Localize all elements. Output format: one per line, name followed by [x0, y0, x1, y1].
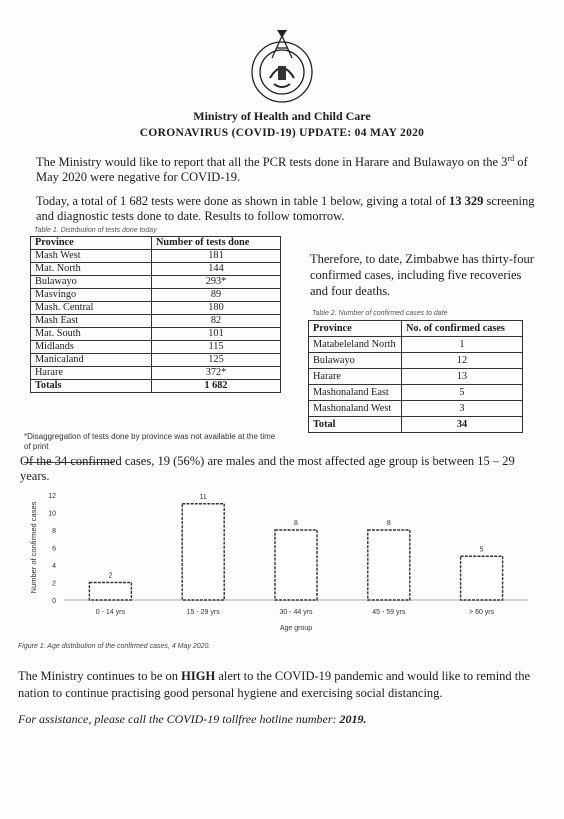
y-tick-label: 12	[48, 493, 56, 500]
x-tick-label: 0 - 14 yrs	[95, 609, 125, 616]
x-axis-label: Age group	[279, 625, 313, 632]
table2-header-cases: No. of confirmed cases	[402, 321, 523, 337]
intro-p2-text-b: screening and diagnostic tests done to date. Results to follow tomorrow.	[36, 194, 535, 223]
alert-text-b: alert to the COVID-19 pandemic and would like to remind the nation to continue practising good personal hygiene and exercising social distancing.	[18, 669, 531, 700]
confirmed-cases-table	[308, 320, 523, 433]
table2-cell-province: Bulawayo	[309, 353, 402, 369]
ministry-emblem	[236, 28, 328, 108]
bar	[461, 556, 503, 600]
table1-cell-province: Mash West	[31, 250, 152, 263]
table-row	[31, 315, 281, 328]
table-row	[309, 337, 523, 353]
table-row	[31, 263, 281, 276]
x-tick-label: 45 - 59 yrs	[372, 609, 406, 616]
table2-cell-province: Harare	[309, 369, 402, 385]
table1-header-tests: Number of tests done	[152, 237, 281, 250]
table-row	[309, 369, 523, 385]
table-row	[31, 302, 281, 315]
table-row	[31, 276, 281, 289]
update-title: CORONAVIRUS (COVID-19) UPDATE: 04 MAY 2020	[139, 127, 425, 139]
tests-table	[30, 236, 281, 393]
table1-cell-tests: 115	[152, 341, 281, 354]
table-row	[309, 385, 523, 401]
x-tick-label: 30 - 44 yrs	[279, 609, 313, 616]
bar-data-label: 8	[386, 520, 391, 527]
bar-data-label: 5	[479, 546, 484, 554]
table-row	[31, 341, 281, 354]
table1-cell-tests: 180	[152, 302, 281, 315]
assistance-line	[18, 712, 548, 727]
y-axis-label: Number of confirmed cases	[29, 501, 38, 594]
bar-data-label: 2	[108, 572, 113, 580]
figure-caption: Figure 1. Age distribution of the confirmed cases, 4 May 2020.	[18, 643, 211, 650]
alert-level: HIGH	[181, 669, 216, 683]
table1-cell-tests: 293*	[152, 276, 281, 289]
table-row	[31, 328, 281, 341]
table1-cell-tests: 89	[152, 289, 281, 302]
table2-cell-province: Mashonaland East	[309, 385, 402, 401]
table2-cell-cases: 12	[402, 353, 523, 369]
table2-cell-cases: 1	[402, 337, 523, 353]
table2-wrapper	[308, 320, 523, 433]
bar	[368, 530, 410, 600]
table1-cell-province: Masvingo	[31, 289, 152, 302]
intro-p1-text-b: of May 2020 were negative for COVID-19.	[36, 155, 528, 185]
table1-cell-tests: 101	[152, 328, 281, 341]
bar	[182, 504, 224, 600]
table-row	[31, 250, 281, 263]
table2-header-row	[309, 321, 523, 337]
y-tick-label: 0	[52, 598, 56, 605]
bar	[275, 530, 317, 600]
table1-total-row	[31, 380, 281, 393]
table2-cell-province: Mashonaland West	[309, 401, 402, 417]
x-tick-label: 15 - 29 yrs	[186, 609, 220, 616]
table1-cell-tests: 372*	[152, 367, 281, 380]
bar	[89, 583, 131, 601]
assistance-text: For assistance, please call the COVID-19 tollfree hotline number:	[18, 712, 340, 726]
table1-total-label: Totals	[31, 380, 152, 393]
table1-caption: Table 1. Distribution of tests done today	[34, 227, 157, 234]
table1-cell-tests: 125	[152, 354, 281, 367]
y-tick-label: 10	[48, 510, 56, 518]
table1-header-province: Province	[31, 237, 152, 250]
alert-paragraph	[18, 668, 548, 702]
y-tick-label: 2	[52, 580, 56, 588]
table1-cell-province: Mash. Central	[31, 302, 152, 315]
table2-cell-cases: 3	[402, 401, 523, 417]
table-row	[309, 353, 523, 369]
hotline-number: 2019.	[339, 712, 367, 726]
table2-cell-cases: 5	[402, 385, 523, 401]
ministry-title: Ministry of Health and Child Care	[193, 109, 371, 123]
bar-data-label: 8	[294, 520, 298, 527]
table2-cell-province: Matabeleland North	[309, 337, 402, 353]
table2-total-row	[309, 417, 523, 433]
table1-header-row	[31, 237, 281, 250]
age-distribution-chart	[28, 485, 538, 635]
y-tick-label: 4	[52, 563, 56, 570]
cases-summary: Of the 34 confirmed cases, 19 (56%) are males and the most affected age group is between 15 – 29 years.	[20, 454, 515, 483]
table-row	[31, 354, 281, 367]
x-tick-label: > 60 yrs	[469, 609, 495, 616]
alert-text-a: The Ministry continues to be on	[18, 669, 182, 683]
table1-cell-tests: 82	[152, 315, 281, 328]
table1-cell-province: Bulawayo	[31, 276, 152, 289]
table1-wrapper	[30, 236, 281, 393]
y-tick-label: 6	[52, 545, 56, 553]
intro-paragraph-2	[36, 194, 536, 224]
table1-total-value: 1 682	[152, 380, 281, 393]
table1-cell-province: Mat. South	[31, 328, 152, 341]
chart-svg	[28, 485, 538, 635]
intro-paragraph-1	[36, 151, 536, 185]
table1-cell-tests: 144	[152, 263, 281, 276]
table2-header-province: Province	[309, 321, 402, 337]
table-row	[31, 289, 281, 302]
table1-cell-province: Mash East	[31, 315, 152, 328]
total-tests-value: 13 329	[449, 194, 484, 208]
table1-cell-province: Midlands	[31, 341, 152, 354]
table1-cell-province: Harare	[31, 367, 152, 380]
table2-total-value: 34	[402, 417, 523, 433]
table1-cell-tests: 181	[152, 250, 281, 263]
table1-footnote: *Disaggregation of tests done by province was not available at the time of print	[24, 432, 276, 451]
intro-p2-text-a: Today, a total of 1 682 tests were done as shown in table 1 below, giving a total of	[36, 194, 450, 208]
confirmed-summary: Therefore, to date, Zimbabwe has thirty-four confirmed cases, including five recoveries and four deaths.	[310, 252, 534, 298]
intro-p1-text-a: The Ministry would like to report that all the PCR tests done in Harare and Bulawayo on the 3	[36, 155, 508, 170]
table-row	[31, 367, 281, 380]
table1-cell-province: Manicaland	[31, 354, 152, 367]
table2-cell-cases: 13	[402, 369, 523, 385]
bar-data-label: 11	[199, 493, 207, 501]
y-tick-label: 8	[52, 528, 56, 535]
table2-total-label: Total	[309, 417, 402, 433]
table1-cell-province: Mat. North	[31, 263, 152, 276]
table-row	[309, 401, 523, 417]
table2-caption: Table 2. Number of confirmed cases to date	[312, 310, 448, 317]
intro-p1-sup: rd	[507, 154, 515, 163]
